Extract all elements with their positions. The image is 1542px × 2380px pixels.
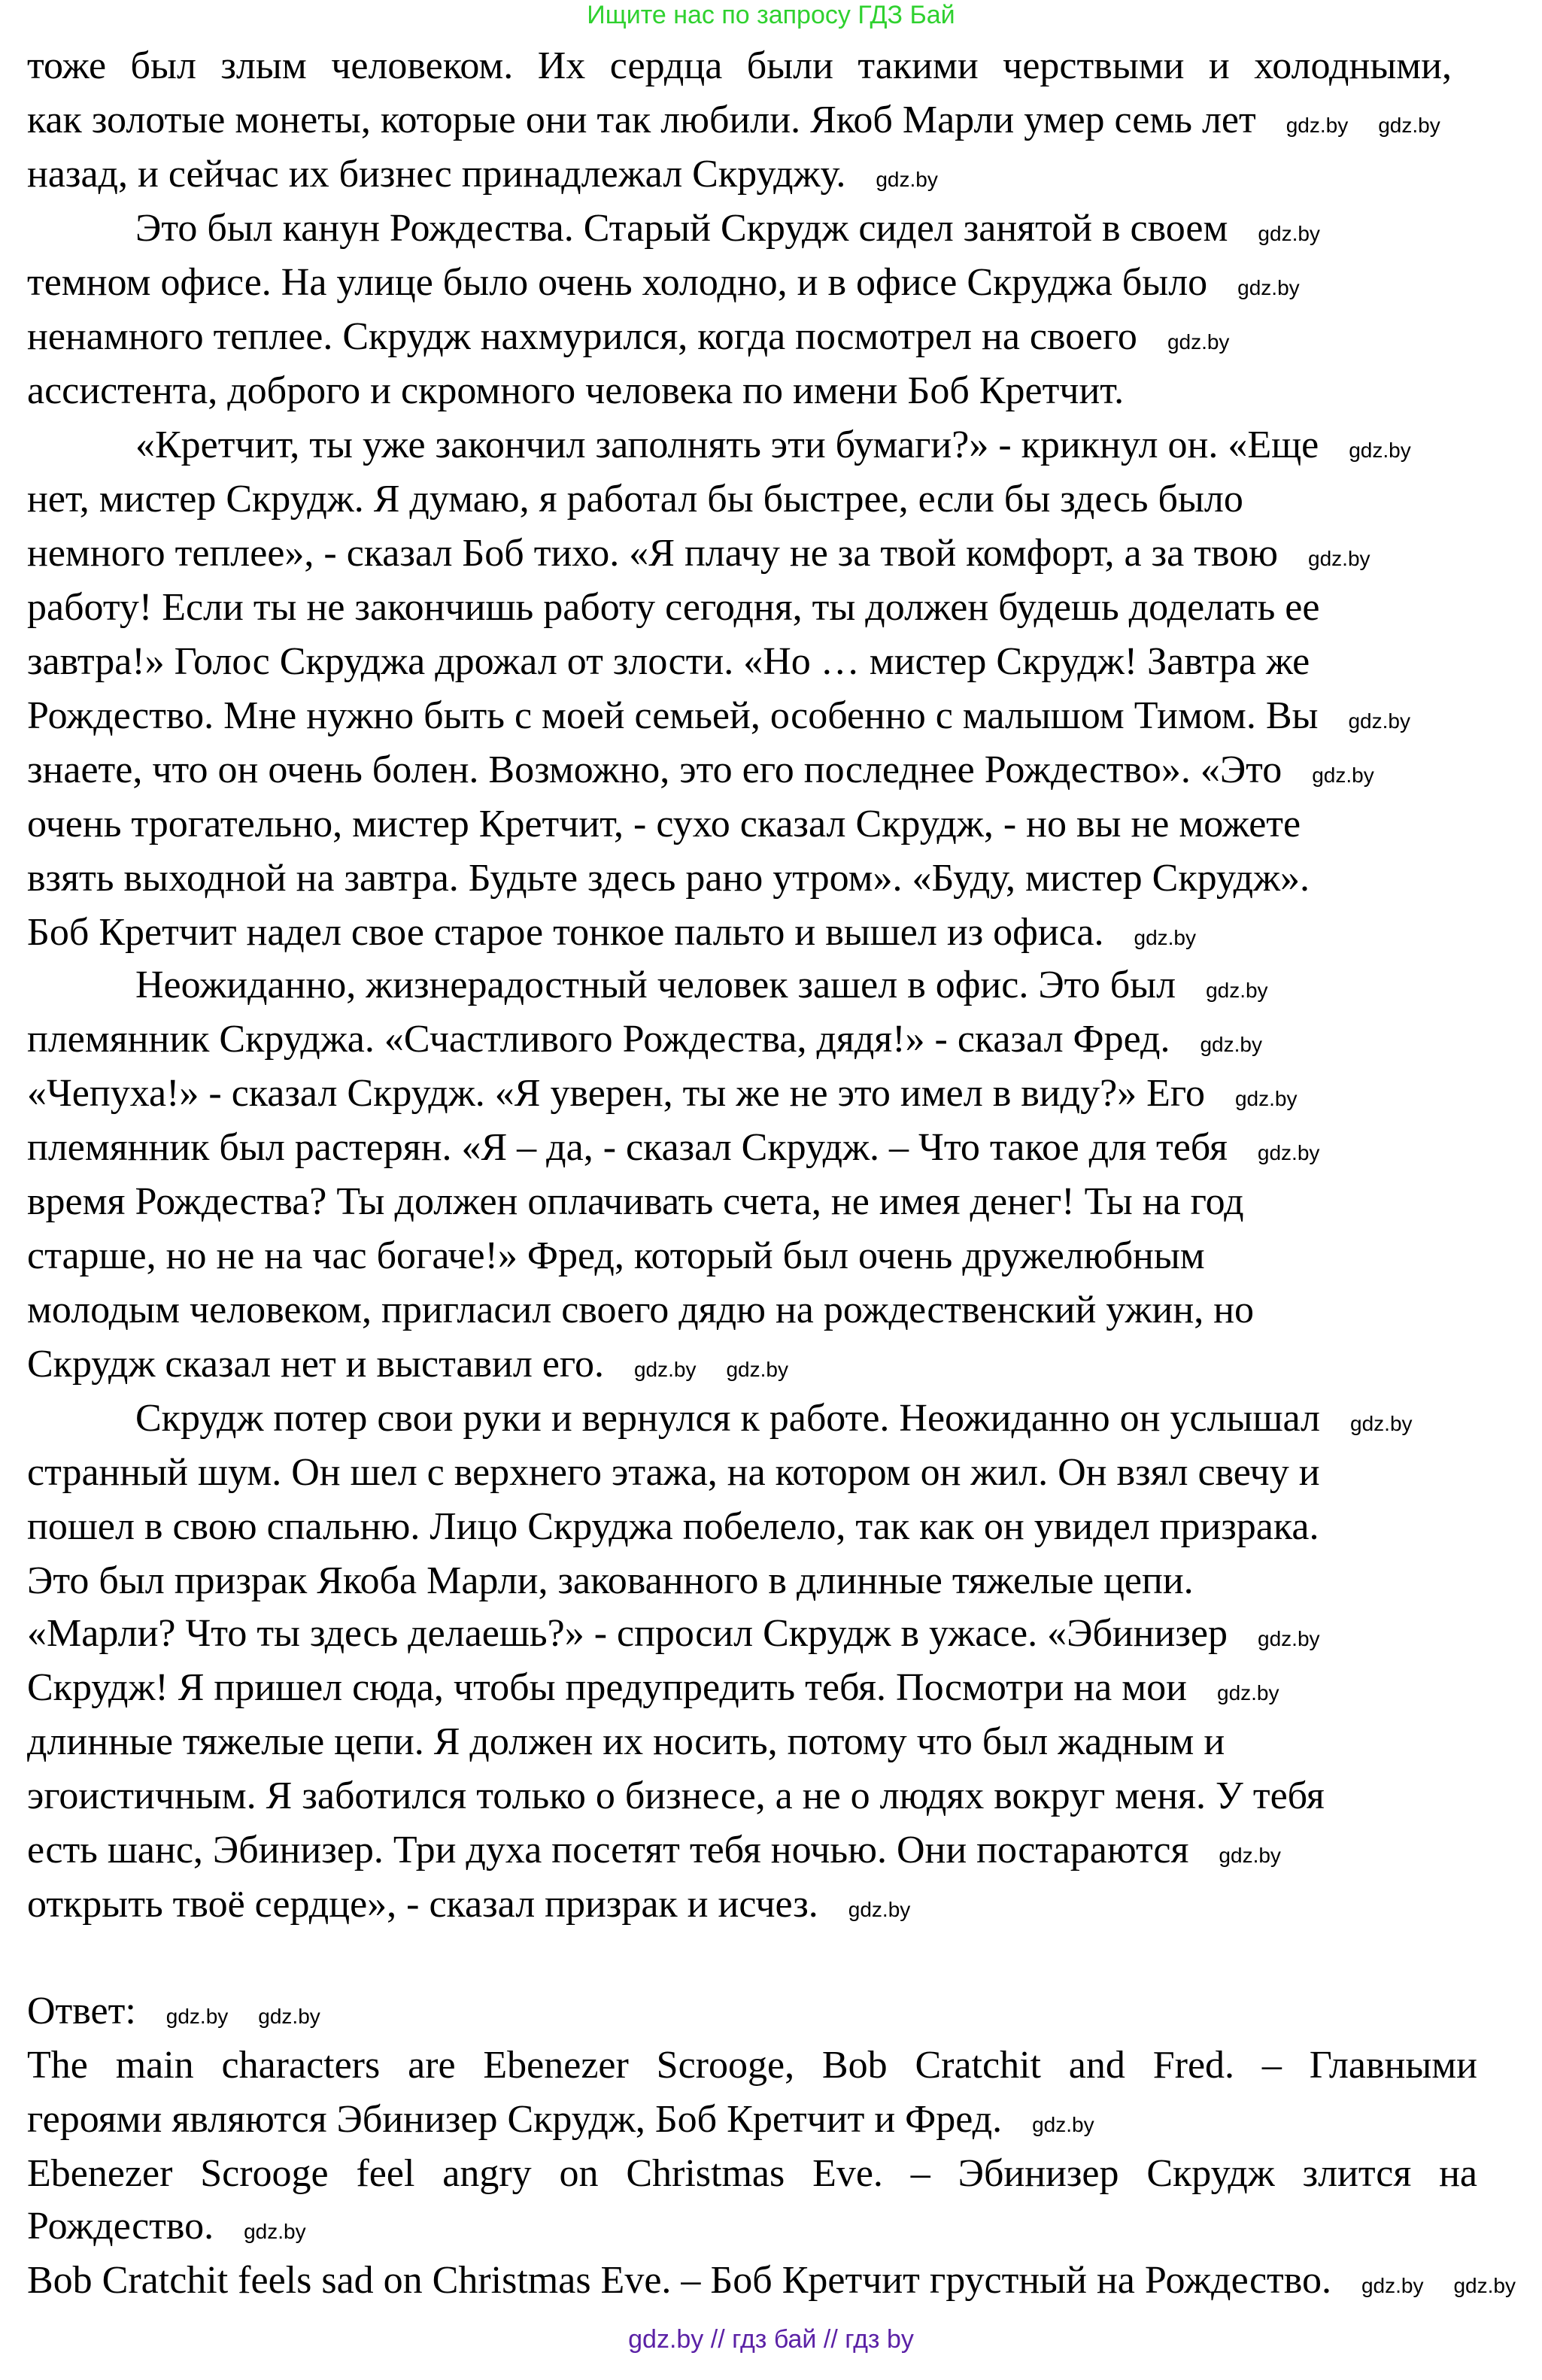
story-line-text: тоже был злым человеком. Их сердца были такими черствыми и холодными, bbox=[27, 44, 1452, 87]
watermark: gdz.by bbox=[1453, 2274, 1516, 2297]
watermark: gdz.by bbox=[1361, 2274, 1424, 2297]
watermark: gdz.by bbox=[1258, 222, 1320, 245]
watermark: gdz.by bbox=[244, 2220, 306, 2243]
story-line bbox=[27, 1720, 1225, 1765]
story-line-text: странный шум. Он шел с верхнего этажа, на котором он жил. Он взял свечу и bbox=[27, 1451, 1320, 1494]
story-line bbox=[27, 639, 1310, 685]
story-line bbox=[135, 423, 1411, 468]
watermark: gdz.by bbox=[1032, 2113, 1094, 2136]
watermark: gdz.by bbox=[1234, 1087, 1298, 1110]
story-line bbox=[27, 585, 1319, 630]
watermark: gdz.by bbox=[1237, 276, 1300, 299]
watermark: gdz.by bbox=[1258, 1627, 1320, 1650]
answer-line-text: героями являются Эбинизер Скрудж, Боб Кретчит и Фред. bbox=[27, 2098, 1003, 2141]
watermark: gdz.by bbox=[1219, 1844, 1281, 1867]
story-line-text: пошел в свою спальню. Лицо Скруджа побелело, так как он увидел призрака. bbox=[27, 1505, 1319, 1548]
story-line-text: «Чепуха!» - сказал Скрудж. «Я уверен, ты же не это имел в виду?» Его bbox=[27, 1072, 1205, 1115]
answer-line-text: The main characters are Ebenezer Scrooge, Bob Cratchit and Fred. – Главными bbox=[27, 2044, 1477, 2087]
story-line-text: как золотые монеты, которые они так любили. Якоб Марли умер семь лет bbox=[27, 99, 1256, 141]
story-line-text: Это был призрак Якоба Марли, закованного в длинные тяжелые цепи. bbox=[27, 1559, 1194, 1602]
watermark: gdz.by bbox=[1312, 763, 1374, 787]
footer-links[interactable]: gdz.by // гдз бай // гдз by bbox=[628, 2325, 914, 2354]
story-line-text: Рождество. Мне нужно быть с моей семьей, особенно с малышом Тимом. Вы bbox=[27, 694, 1319, 737]
answer-label-text: Ответ: bbox=[27, 1990, 136, 2032]
story-line bbox=[27, 748, 1374, 793]
answer-line bbox=[27, 2097, 1094, 2142]
watermark: gdz.by bbox=[1308, 547, 1370, 570]
story-line bbox=[27, 1125, 1319, 1170]
watermark: gdz.by bbox=[1167, 330, 1230, 354]
story-line-text: назад, и сейчас их бизнес принадлежал Скруджу. bbox=[27, 153, 846, 196]
story-line bbox=[27, 44, 1452, 89]
story-line-text: ассистента, доброго и скромного человека по имени Боб Кретчит. bbox=[27, 369, 1125, 412]
watermark: gdz.by bbox=[1217, 1681, 1279, 1705]
story-line bbox=[27, 1611, 1320, 1656]
watermark: gdz.by bbox=[1257, 1141, 1320, 1164]
story-line-text: время Рождества? Ты должен оплачивать счета, не имея денег! Ты на год bbox=[27, 1180, 1244, 1223]
story-line bbox=[27, 1665, 1279, 1711]
story-line bbox=[27, 1342, 788, 1387]
answer-line-text: Bob Cratchit feels sad on Christmas Eve. – Боб Кретчит грустный на Рождество. bbox=[27, 2259, 1331, 2302]
story-line-text: племянник был растерян. «Я – да, - сказал Скрудж. – Что такое для тебя bbox=[27, 1126, 1228, 1169]
story-line-text: ненамного теплее. Скрудж нахмурился, когда посмотрел на своего bbox=[27, 315, 1137, 358]
story-line-text: эгоистичным. Я заботился только о бизнесе, а не о людях вокруг меня. У тебя bbox=[27, 1774, 1325, 1817]
story-line bbox=[27, 1288, 1254, 1333]
story-line bbox=[27, 694, 1410, 739]
search-hint-banner: Ищите нас по запросу ГДЗ Бай bbox=[587, 1, 955, 29]
story-line bbox=[27, 1179, 1244, 1225]
watermark: gdz.by bbox=[1286, 114, 1349, 137]
answer-line-text: Рождество. bbox=[27, 2205, 214, 2248]
story-line-text: взять выходной на завтра. Будьте здесь рано утром». «Буду, мистер Скрудж». bbox=[27, 857, 1310, 900]
story-line-text: «Кретчит, ты уже закончил заполнять эти бумаги?» - крикнул он. «Еще bbox=[135, 423, 1319, 466]
story-line-text: немного теплее», - сказал Боб тихо. «Я плачу не за твой комфорт, а за твою bbox=[27, 532, 1279, 575]
story-line-text: Боб Кретчит надел свое старое тонкое пальто и вышел из офиса. bbox=[27, 911, 1104, 954]
story-line bbox=[27, 1017, 1262, 1062]
watermark: gdz.by bbox=[1348, 709, 1410, 733]
story-line-text: «Марли? Что ты здесь делаешь?» - спросил Скрудж в ужасе. «Эбинизер bbox=[27, 1612, 1228, 1655]
story-line bbox=[135, 963, 1268, 1008]
watermark: gdz.by bbox=[633, 1358, 697, 1381]
story-line-text: темном офисе. На улице было очень холодно, и в офисе Скруджа было bbox=[27, 261, 1208, 304]
story-line-text: Скрудж сказал нет и выставил его. bbox=[27, 1343, 604, 1386]
story-line bbox=[27, 531, 1370, 576]
story-line-text: Неожиданно, жизнерадостный человек зашел в офис. Это был bbox=[135, 964, 1176, 1006]
story-line bbox=[27, 477, 1243, 522]
answer-label bbox=[27, 1989, 320, 2034]
story-line-text: старше, но не на час богаче!» Фред, который был очень дружелюбным bbox=[27, 1234, 1205, 1277]
story-line bbox=[27, 1504, 1319, 1550]
watermark: gdz.by bbox=[1134, 926, 1196, 949]
story-line bbox=[27, 1234, 1205, 1279]
answer-line bbox=[27, 2204, 306, 2249]
story-line-text: есть шанс, Эбинизер. Три духа посетят тебя ночью. Они постараются bbox=[27, 1829, 1189, 1872]
answer-line bbox=[27, 2043, 1477, 2088]
watermark: gdz.by bbox=[848, 1898, 911, 1921]
story-line bbox=[27, 802, 1301, 847]
watermark: gdz.by bbox=[876, 168, 938, 191]
story-line bbox=[135, 1396, 1413, 1441]
story-line-text: Это был канун Рождества. Старый Скрудж сидел занятой в своем bbox=[135, 207, 1228, 250]
story-line-text: знаете, что он очень болен. Возможно, это его последнее Рождество». «Это bbox=[27, 748, 1282, 791]
story-line bbox=[27, 910, 1196, 955]
story-line bbox=[135, 206, 1320, 251]
story-line-text: племянник Скруджа. «Счастливого Рождества, дядя!» - сказал Фред. bbox=[27, 1018, 1170, 1061]
watermark: gdz.by bbox=[1200, 1033, 1262, 1056]
story-line-text: работу! Если ты не закончишь работу сегодня, ты должен будешь доделать ее bbox=[27, 586, 1320, 629]
watermark: gdz.by bbox=[1350, 1412, 1413, 1435]
story-line-text: завтра!» Голос Скруджа дрожал от злости. «Но … мистер Скрудж! Завтра же bbox=[27, 640, 1310, 683]
answer-line bbox=[27, 2151, 1477, 2196]
story-line-text: открыть твоё сердце», - сказал призрак и исчез. bbox=[27, 1883, 818, 1926]
story-line bbox=[27, 260, 1300, 305]
watermark: gdz.by bbox=[165, 2005, 229, 2028]
watermark: gdz.by bbox=[1378, 114, 1440, 137]
answer-line bbox=[27, 2258, 1516, 2303]
story-line bbox=[27, 1559, 1194, 1604]
story-line bbox=[27, 314, 1229, 360]
answer-line-text: Ebenezer Scrooge feel angry on Christmas Eve. – Эбинизер Скрудж злится на bbox=[27, 2152, 1477, 2195]
watermark: gdz.by bbox=[1349, 439, 1411, 462]
story-line-text: длинные тяжелые цепи. Я должен их носить, потому что был жадным и bbox=[27, 1720, 1225, 1763]
story-line bbox=[27, 98, 1440, 143]
story-line-text: Скрудж! Я пришел сюда, чтобы предупредить тебя. Посмотри на мои bbox=[27, 1666, 1187, 1709]
story-line-text: очень трогательно, мистер Кретчит, - сухо сказал Скрудж, - но вы не можете bbox=[27, 803, 1301, 845]
story-line bbox=[27, 1882, 910, 1927]
story-line-text: молодым человеком, пригласил своего дядю на рождественский ужин, но bbox=[27, 1289, 1255, 1331]
story-line bbox=[27, 152, 938, 197]
story-line-text: Скрудж потер свои руки и вернулся к работе. Неожиданно он услышал bbox=[135, 1397, 1321, 1440]
story-line bbox=[27, 1450, 1320, 1495]
story-line bbox=[27, 369, 1124, 414]
story-line bbox=[27, 1774, 1325, 1819]
story-line bbox=[27, 1828, 1281, 1873]
story-line bbox=[27, 856, 1310, 901]
watermark: gdz.by bbox=[258, 2005, 320, 2028]
watermark: gdz.by bbox=[1206, 979, 1268, 1002]
story-line-text: нет, мистер Скрудж. Я думаю, я работал бы быстрее, если бы здесь было bbox=[27, 478, 1243, 521]
story-line bbox=[27, 1071, 1297, 1116]
watermark: gdz.by bbox=[726, 1358, 788, 1381]
